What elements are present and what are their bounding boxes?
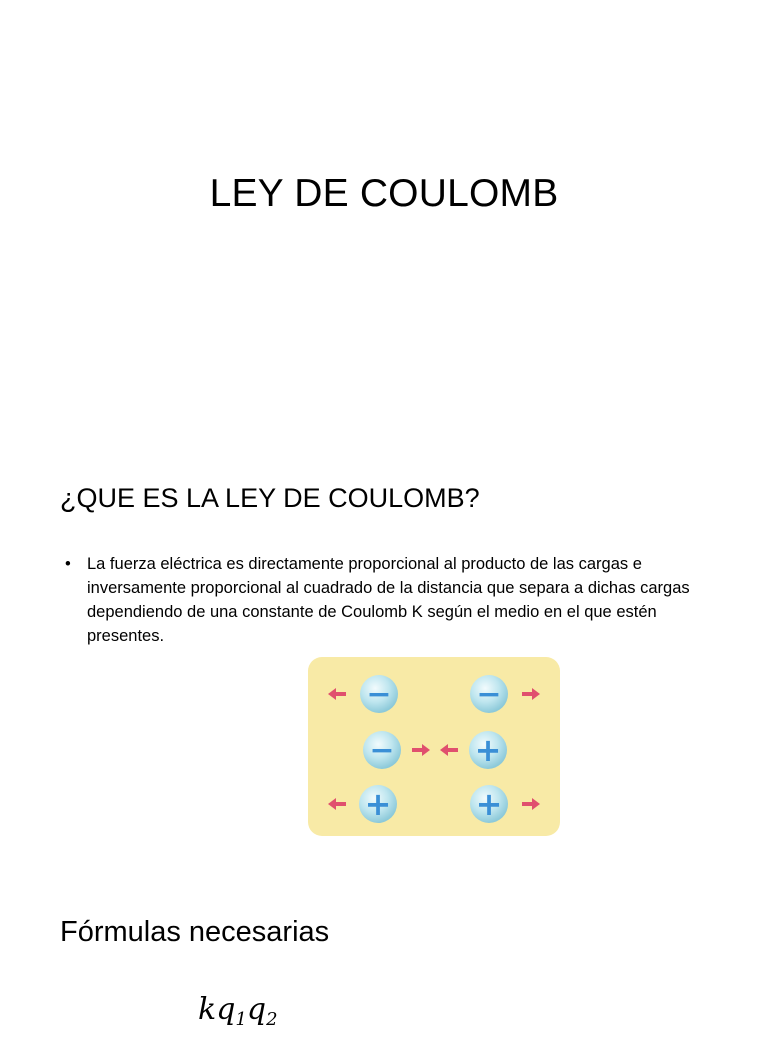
bullet-text: La fuerza eléctrica es directamente proporcional al producto de las cargas e inversamente proporcional al cuadrado de la distancia que separa a dichas cargas dependiendo de una constante de Coulomb K según el medio en el que estén presentes. bbox=[87, 555, 690, 645]
formula-q1: q bbox=[216, 992, 236, 1027]
formula-k: k bbox=[198, 992, 217, 1027]
coulomb-formula-numerator bbox=[198, 990, 278, 1040]
formula-sub2: 2 bbox=[266, 1009, 278, 1030]
minus-sign: − bbox=[369, 733, 395, 768]
plus-sign: + bbox=[474, 731, 502, 769]
charge-negative bbox=[470, 675, 508, 713]
section-heading: ¿QUE ES LA LEY DE COULOMB? bbox=[60, 483, 480, 513]
minus-sign: − bbox=[476, 677, 502, 712]
charge-negative bbox=[363, 731, 401, 769]
charge-negative bbox=[360, 675, 398, 713]
charge-positive bbox=[469, 731, 507, 769]
plus-sign: + bbox=[475, 785, 503, 823]
formula-q2: q bbox=[246, 992, 267, 1027]
bullet-item bbox=[65, 552, 725, 648]
charge-diagram-svg bbox=[308, 657, 560, 836]
charge-positive bbox=[470, 785, 508, 823]
slide-title: LEY DE COULOMB bbox=[209, 172, 559, 215]
charge-interaction-diagram bbox=[308, 657, 560, 836]
diagram-background bbox=[308, 657, 560, 836]
charge-positive bbox=[359, 785, 397, 823]
plus-sign: + bbox=[364, 785, 392, 823]
minus-sign: − bbox=[366, 677, 392, 712]
bullet-mark: • bbox=[65, 555, 71, 573]
formulas-heading: Fórmulas necesarias bbox=[60, 916, 330, 948]
formula-sub1: 1 bbox=[235, 1009, 247, 1030]
